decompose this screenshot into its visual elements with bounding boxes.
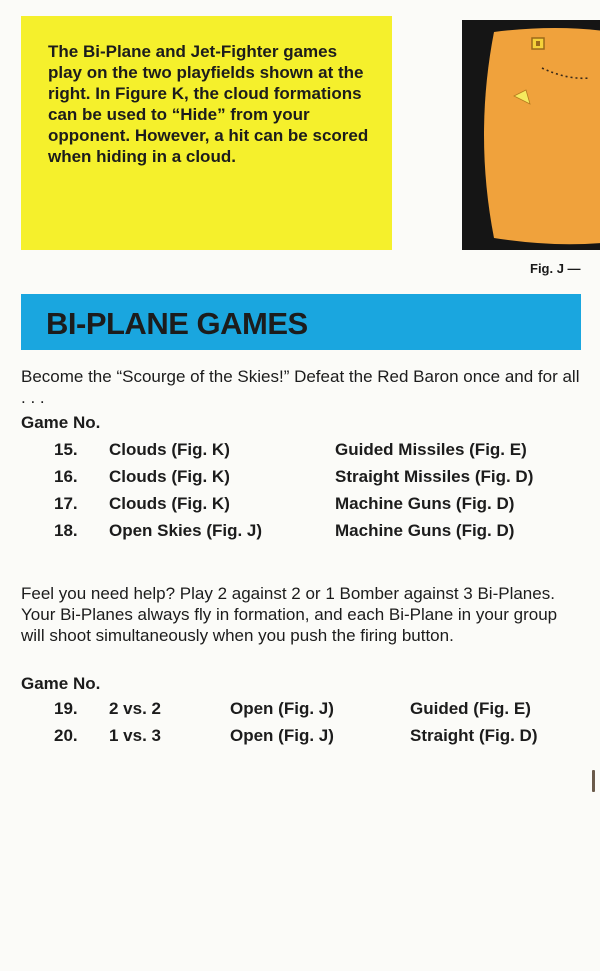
game-weapon: Straight (Fig. D) — [410, 726, 538, 745]
table-row — [0, 699, 600, 723]
help-paragraph: Feel you need help? Play 2 against 2 or 1 Bomber against 3 Bi-Planes. Your Bi-Planes always fly in formation, and each Bi-Plane in your group will shoot simultaneously when you push the firing button. — [21, 584, 558, 645]
game-weapon: Machine Guns (Fig. D) — [335, 494, 515, 513]
game-players: 1 vs. 3 — [109, 726, 161, 745]
game-players: 2 vs. 2 — [109, 699, 161, 718]
game-playfield: Open (Fig. J) — [230, 726, 334, 745]
game-number: 20. — [54, 726, 78, 745]
game-weapon: Straight Missiles (Fig. D) — [335, 467, 534, 486]
game-number: 15. — [54, 440, 78, 459]
game-playfield: Open Skies (Fig. J) — [109, 521, 263, 540]
game-playfield: Clouds (Fig. K) — [109, 440, 230, 459]
table-row — [0, 521, 600, 545]
table-row — [0, 726, 600, 750]
game-number: 19. — [54, 699, 78, 718]
game-number: 17. — [54, 494, 78, 513]
figure-caption: Fig. J — — [530, 261, 581, 276]
game-playfield: Open (Fig. J) — [230, 699, 334, 718]
playfield-area — [484, 28, 600, 244]
table-row — [0, 494, 600, 518]
intro-box — [21, 16, 392, 250]
section-title: BI-PLANE GAMES — [46, 306, 308, 341]
game-weapon: Guided (Fig. E) — [410, 699, 531, 718]
figure-j-screen — [462, 20, 600, 250]
game-no-heading: Game No. — [21, 674, 101, 693]
playfield-illustration — [462, 20, 600, 250]
game-playfield: Clouds (Fig. K) — [109, 494, 230, 513]
game-no-heading: Game No. — [21, 413, 101, 432]
intro-paragraph: Become the “Scourge of the Skies!” Defeat the Red Baron once and for all . . . — [21, 367, 580, 407]
game-number: 18. — [54, 521, 78, 540]
game-weapon: Machine Guns (Fig. D) — [335, 521, 515, 540]
game-number: 16. — [54, 467, 78, 486]
intro-text: The Bi-Plane and Jet-Fighter games play on the two playfields shown at the right. In Figure K, the cloud formations can be used to “Hide” from your opponent. However, a hit can be scored when hiding in a cloud. — [48, 42, 369, 166]
scan-mark — [592, 770, 595, 792]
game-weapon: Guided Missiles (Fig. E) — [335, 440, 527, 459]
section-header-bar — [21, 294, 581, 350]
game-playfield: Clouds (Fig. K) — [109, 467, 230, 486]
table-row — [0, 440, 600, 464]
table-row — [0, 467, 600, 491]
